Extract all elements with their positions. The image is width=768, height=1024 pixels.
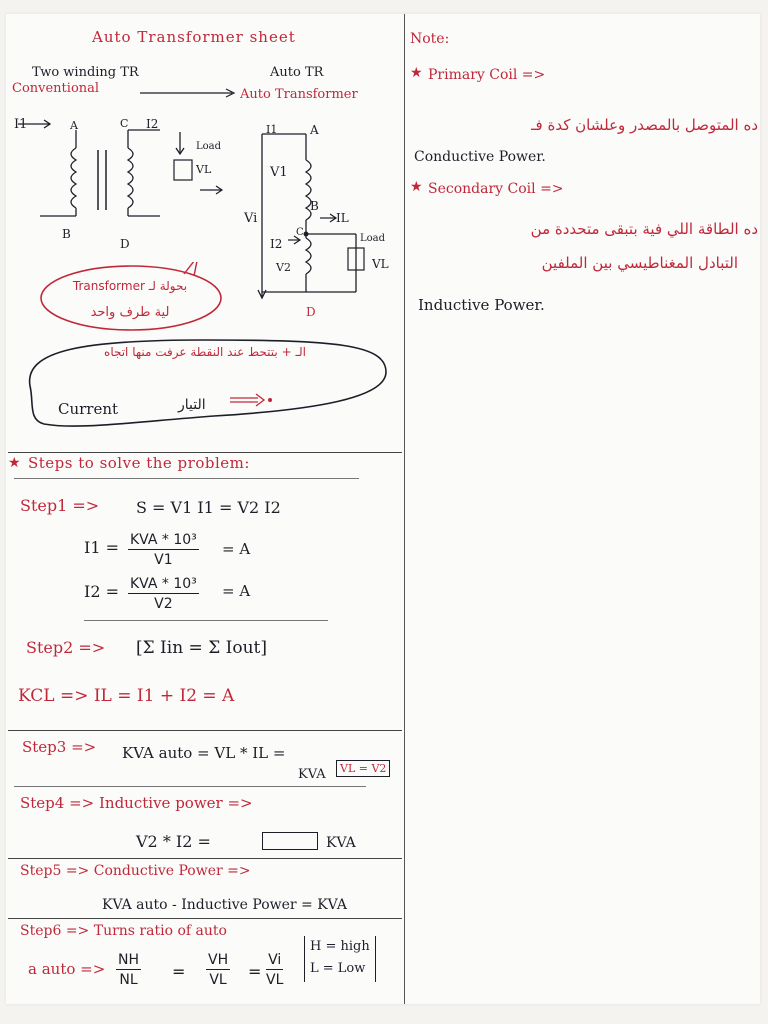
label-a: A [70,119,78,132]
secondary-arabic-note-1: ده الطاقة اللي فية بتبقى متحددة من [530,220,758,238]
step4-unit: KVA [326,835,356,851]
label-d-auto: D [306,305,316,319]
two-winding-diagram [10,110,230,250]
step5-equation: KVA auto - Inductive Power = KVA [102,897,347,913]
heading-underline [14,478,359,479]
legend-low: L = Low [310,961,366,976]
label-i1-auto: I1 [266,123,278,136]
secondary-arabic-note-2: التبادل المغناطيسي بين الملفين [541,254,738,272]
steps-heading: Steps to solve the problem: [28,454,250,472]
a-auto-lhs: a auto => [28,960,106,978]
label-il: IL [336,211,349,225]
label-b: B [62,227,71,241]
label-load-auto: Load [360,233,386,244]
divider [8,858,402,859]
equals-sign: = [248,962,262,981]
i2-lhs: I2 = [84,582,119,601]
divider [84,620,328,621]
i2-fraction [128,576,199,612]
turns-ratio-fraction-1 [116,952,141,988]
bubble2-arabic-current: التيار [178,397,206,413]
fraction-3-denominator: VL [266,972,284,988]
fraction-3-numerator: Vi [268,952,282,968]
conventional-label: Conventional [12,81,100,96]
turns-ratio-fraction-2 [206,952,230,988]
label-vl-conv: VL [196,163,212,176]
bubble1-line1: بحولة لـ Transformer [72,279,188,293]
note-star-icon: ★ [410,179,423,195]
kcl-equation: KCL => IL = I1 + I2 = A [18,686,235,706]
i1-rhs: = A [222,540,251,558]
label-v2: V2 [276,261,291,274]
label-i2-auto: I2 [270,237,283,251]
turns-ratio-fraction-3 [266,952,283,988]
step3-equation: KVA auto = VL * IL = [122,744,286,762]
conductive-power-note: Conductive Power. [414,149,546,165]
label-b-auto: B [310,199,319,213]
bubble2-current: Current [58,400,119,418]
answer-box [262,832,318,850]
divider [8,452,402,453]
step4-equation: V2 * I2 = [136,832,211,851]
bubble2-line1: الـ + بتتحط عند النقطة عرفت منها اتجاه [104,345,306,359]
equals-sign: = [172,962,186,981]
note-bubble-1 [36,262,226,336]
auto-transformer-label: Auto Transformer [240,87,358,102]
divider [8,730,402,731]
legend-high: H = high [310,939,370,954]
step4-label: Step4 => Inductive power => [20,794,253,812]
label-i2: I2 [146,117,159,131]
inductive-power-note: Inductive Power. [418,296,545,314]
step5-label: Step5 => Conductive Power => [20,863,251,879]
notes-heading: Note: [410,31,450,47]
i2-rhs: = A [222,582,251,600]
i1-denominator: V1 [154,552,173,568]
divider [14,786,366,787]
label-vi: Vi [244,211,258,226]
step1-equation: S = V1 I1 = V2 I2 [136,498,281,517]
label-c: C [120,117,129,130]
label-v1: V1 [270,165,288,180]
fraction-2-denominator: VL [209,972,227,988]
primary-arabic-note: ده المتوصل بالمصدر وعلشان كدة فـ [531,116,758,134]
note-star-icon: ★ [410,65,423,81]
step2-label: Step2 => [26,638,106,657]
step3-note-box: VL = V2 [336,760,390,777]
label-load-conv: Load [196,141,222,152]
primary-coil-label: Primary Coil => [428,67,546,83]
step1-label: Step1 => [20,496,100,515]
page-title: Auto Transformer sheet [92,28,296,46]
secondary-coil-label: Secondary Coil => [428,181,564,197]
steps-star-icon: ★ [8,455,21,471]
i1-numerator: KVA * 10³ [130,532,197,548]
arrow-right-icon [228,392,272,408]
step6-label: Step6 => Turns ratio of auto [20,923,227,939]
i1-fraction [128,532,199,568]
bubble1-line2: لية طرف واحد [90,305,170,320]
label-d: D [120,237,130,251]
label-i1: I1 [14,117,28,132]
step3-label: Step3 => [22,738,97,756]
label-a-auto: A [310,123,319,137]
divider [8,918,402,919]
two-winding-label: Two winding TR [32,65,139,80]
fraction-1-denominator: NL [119,972,138,988]
fraction-1-numerator: NH [118,952,139,968]
label-vl-auto: VL [372,257,389,271]
label-c-auto: C [296,227,304,238]
arrow-right-icon [140,86,240,100]
step3-unit: KVA [298,767,326,782]
i1-lhs: I1 = [84,538,119,557]
step2-equation: [Σ Iin = Σ Iout] [136,638,267,658]
i2-numerator: KVA * 10³ [130,576,197,592]
i2-denominator: V2 [154,596,173,612]
auto-tr-label: Auto TR [270,65,324,80]
fraction-2-numerator: VH [208,952,229,968]
auto-transformer-diagram [236,120,406,310]
